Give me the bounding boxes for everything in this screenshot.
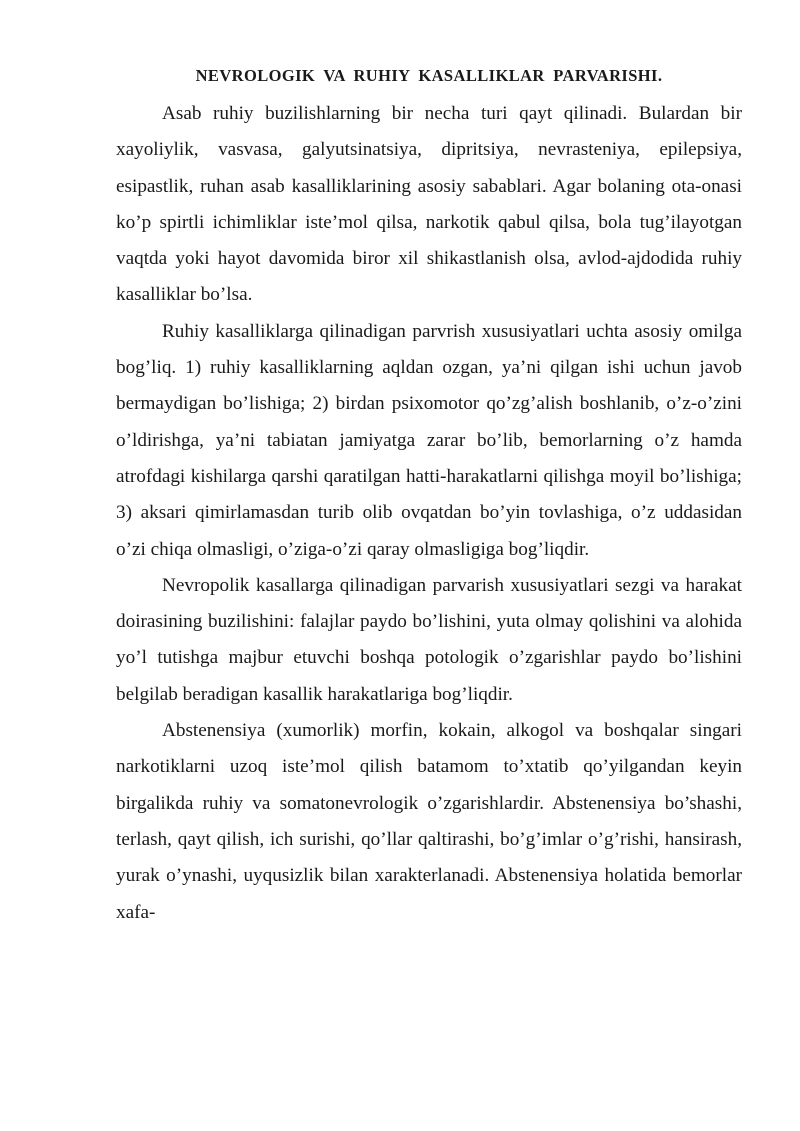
document-title: NEVROLOGIK VA RUHIY KASALLIKLAR PARVARISHI. [195, 66, 663, 85]
paragraph: Abstenensiya (xumorlik) morfin, kokain, alkogol va boshqalar singari narkotiklarni uzoq iste’mol qilish batamom to’xtatib qo’yilgandan keyin birgalikda ruhiy va somatonevrologik o’zgarishlardir. Abstenensiya bo’shashi, terlash, qayt qilish, ich surishi, qo’llar qaltirashi, bo’g’imlar o’g’rishi, hansirash, yurak o’ynashi, uyqusizlik bilan xarakterlanadi. Abstenensiya holatida bemorlar xafa- [116, 720, 742, 923]
document-page [116, 64, 742, 931]
paragraph: Nevropolik kasallarga qilinadigan parvarish xususiyatlari sezgi va harakat doirasining buzilishini: falajlar paydo bo’lishini, yuta olmay qolishini va alohida yo’l tutishga majbur etuvchi boshqa potologik o’zgarishlar paydo bo’lishini belgilab beradigan kasallik harakatlariga bog’liqdir. [116, 574, 742, 705]
paragraph: Asab ruhiy buzilishlarning bir necha turi qayt qilinadi. Bulardan bir xayoliylik, vasvasa, galyutsinatsiya, dipritsiya, nevrasteniya, epilepsiya, esipastlik, ruhan asab kasalliklarining asosiy sabablari. Agar bolaning ota-onasi ko’p spirtli ichimliklar iste’mol qilsa, narkotik qabul qilsa, bola tug’ilayotgan vaqtda yoki hayot davomida biror xil shikastlanish olsa, avlod-ajdodida ruhiy kasalliklar bo’lsa. [116, 103, 742, 306]
paragraph: Ruhiy kasalliklarga qilinadigan parvrish xususiyatlari uchta asosiy omilga bog’liq. 1) ruhiy kasalliklarning aqldan ozgan, ya’ni qilgan ishi uchun javob bermaydigan bo’lishiga; 2) birdan psixomotor qo’zg’alish boshlanib, o’z-o’zini o’ldirishga, ya’ni tabiatan jamiyatga zarar bo’lib, bemorlarning o’z hamda atrofdagi kishilarga qarshi qaratilgan hatti-harakatlarni qilishga moyil bo’lishiga; 3) aksari qimirlamasdan turib olib ovqatdan bo’yin tovlashiga, o’z uddasidan o’zi chiqa olmasligi, o’ziga-o’zi qaray olmasligiga bog’liqdir. [116, 320, 742, 560]
